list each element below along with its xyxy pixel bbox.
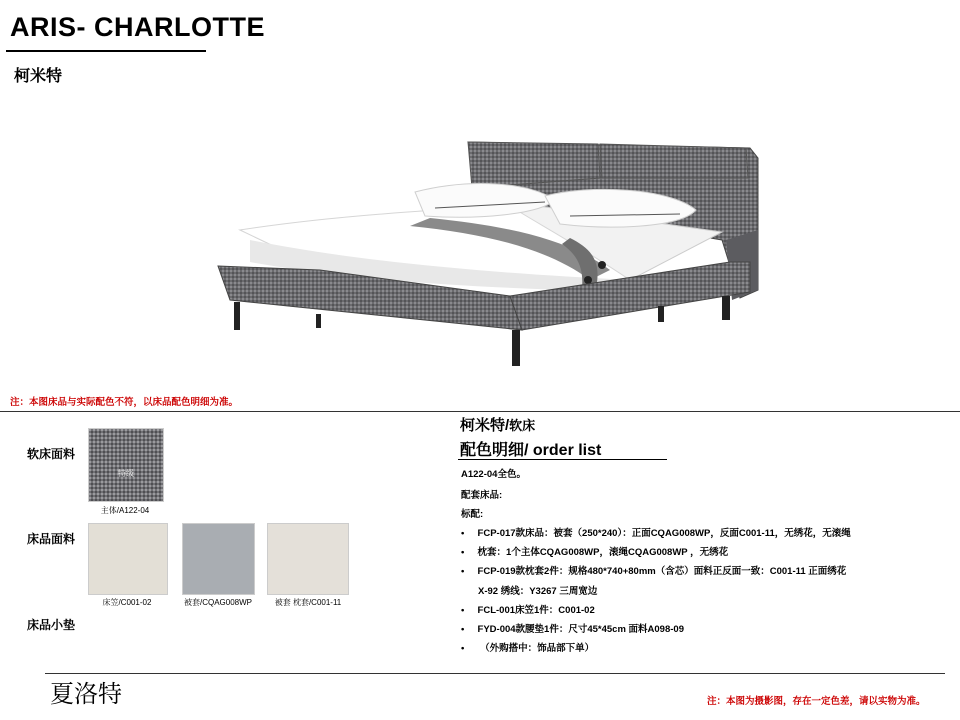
bullet-icon: •: [461, 528, 465, 539]
list-item: [461, 525, 851, 539]
list-item-continuation: X-92 绣线：Y3267 三周宽边: [478, 586, 598, 597]
order-product-title: [460, 414, 535, 435]
order-product-type: 软床: [509, 418, 536, 433]
bedding-fabric-label: 床品面料: [27, 532, 76, 546]
cushion-label: 床品小垫: [27, 618, 76, 632]
page-subtitle: 柯米特: [14, 68, 63, 85]
list-item-text: FCP-019款枕套2件：规格480*740+80mm（含芯）面料正反面一致：C001-11 正面绣花: [477, 566, 847, 577]
bed-photo: [210, 130, 770, 370]
bullet-icon: •: [461, 624, 465, 635]
spec-color-line: A122-04全色。: [461, 469, 526, 480]
list-item-text: 枕套：1个主体CQAG008WP，滚绳CQAG008WP ，无绣花: [477, 547, 729, 558]
section-divider: [0, 411, 960, 412]
list-item: [461, 544, 728, 558]
order-title-underline: [458, 459, 667, 460]
bullet-icon: •: [461, 547, 465, 558]
image-color-note: 注：本图床品与实际配色不符，以床品配色明细为准。: [10, 397, 239, 408]
brand-name: 夏洛特: [50, 680, 122, 708]
bedding-swatch-caption: 被套/CQAG008WP: [183, 598, 252, 607]
bedding-swatch-caption: 床笠/C001-02: [102, 598, 152, 607]
list-item-text: FCL-001床笠1件：C001-02: [477, 605, 595, 616]
order-product-name: 柯米特/: [460, 417, 510, 434]
list-item-text: （外购搭中：饰品部下单）: [477, 643, 595, 654]
list-item-text: FCP-017款床品：被套（250*240）：正面CQAG008WP，反面C001-11，无绣花，无滚绳: [477, 528, 851, 539]
spec-standard-line: 标配:: [461, 509, 484, 520]
bedding-swatch-sheet: [88, 523, 168, 595]
bedding-swatch-caption: 被套 枕套/C001-11: [274, 598, 342, 607]
grade-text: 特级: [118, 469, 134, 478]
soft-bed-fabric-caption: 主体/A122-04: [100, 506, 150, 515]
list-item: [461, 563, 846, 577]
soft-bed-fabric-label: 软床面料: [27, 447, 76, 461]
list-item: [461, 621, 684, 635]
page-title: ARIS- CHARLOTTE: [10, 12, 265, 42]
soft-bed-fabric-swatch: [88, 428, 164, 502]
bullet-icon: •: [461, 643, 465, 654]
bullet-icon: •: [461, 605, 465, 616]
tweed-texture: [89, 429, 163, 501]
bedding-swatch-duvet: [182, 523, 255, 595]
bedding-swatch-pillowcase: [267, 523, 349, 595]
list-item: [461, 602, 595, 616]
order-list-title: 配色明细/ order list: [460, 442, 602, 459]
title-divider: [6, 50, 206, 52]
spec-bedding-line: 配套床品:: [461, 490, 503, 501]
list-item: [461, 640, 594, 654]
bullet-icon: •: [461, 566, 465, 577]
list-item-text: FYD-004款腰垫1件：尺寸45*45cm 面料A098-09: [477, 624, 684, 635]
footer-divider: [45, 673, 945, 674]
photo-color-note: 注：本图为摄影图，存在一定色差，请以实物为准。: [707, 696, 926, 707]
